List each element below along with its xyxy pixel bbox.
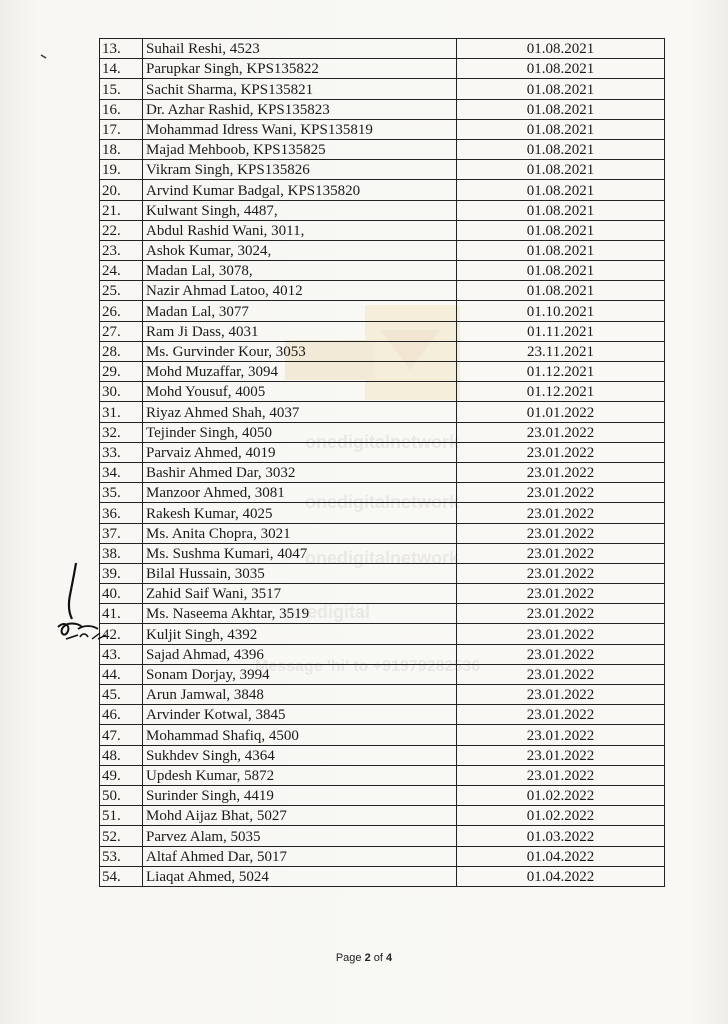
row-name-id: Dr. Azhar Rashid, KPS135823 [143, 99, 457, 119]
row-date: 23.01.2022 [457, 442, 665, 462]
row-name-id: Altaf Ahmed Dar, 5017 [143, 846, 457, 866]
table-row [100, 483, 665, 503]
table-row [100, 705, 665, 725]
row-name-id: Mohammad Idress Wani, KPS135819 [143, 119, 457, 139]
row-date: 01.08.2021 [457, 39, 665, 59]
table-row [100, 240, 665, 260]
table-body [100, 39, 665, 887]
row-date: 01.08.2021 [457, 99, 665, 119]
row-name-id: Vikram Singh, KPS135826 [143, 160, 457, 180]
stray-pen-mark-icon [40, 54, 48, 60]
row-name-id: Mohammad Shafiq, 4500 [143, 725, 457, 745]
page-label: Page [335, 952, 362, 964]
row-number: 37. [100, 523, 143, 543]
row-name-id: Tejinder Singh, 4050 [143, 422, 457, 442]
row-number: 17. [100, 119, 143, 139]
row-number: 28. [100, 341, 143, 361]
row-name-id: Arvind Kumar Badgal, KPS135820 [143, 180, 457, 200]
row-number: 48. [100, 745, 143, 765]
row-number: 52. [100, 826, 143, 846]
row-number: 18. [100, 139, 143, 159]
page-current-number: 2 [364, 952, 371, 964]
row-date: 01.08.2021 [457, 180, 665, 200]
row-date: 23.01.2022 [457, 462, 665, 482]
row-name-id: Kuljit Singh, 4392 [143, 624, 457, 644]
row-name-id: Updesh Kumar, 5872 [143, 765, 457, 785]
row-date: 23.01.2022 [457, 523, 665, 543]
row-name-id: Madan Lal, 3077 [143, 301, 457, 321]
table-row [100, 99, 665, 119]
page-of-label: of [373, 952, 383, 964]
row-name-id: Mohd Yousuf, 4005 [143, 382, 457, 402]
row-number: 42. [100, 624, 143, 644]
table-row [100, 321, 665, 341]
table-row [100, 180, 665, 200]
table-row [100, 523, 665, 543]
row-date: 01.08.2021 [457, 240, 665, 260]
row-name-id: Rakesh Kumar, 4025 [143, 503, 457, 523]
row-date: 23.01.2022 [457, 664, 665, 684]
row-number: 24. [100, 261, 143, 281]
row-number: 54. [100, 866, 143, 886]
row-date: 23.01.2022 [457, 584, 665, 604]
row-date: 23.01.2022 [457, 422, 665, 442]
row-date: 01.03.2022 [457, 826, 665, 846]
row-date: 23.01.2022 [457, 644, 665, 664]
table-row [100, 806, 665, 826]
row-date: 01.01.2022 [457, 402, 665, 422]
row-date: 01.08.2021 [457, 79, 665, 99]
table-row [100, 462, 665, 482]
table-row [100, 341, 665, 361]
row-number: 32. [100, 422, 143, 442]
row-date: 01.12.2021 [457, 362, 665, 382]
row-name-id: Majad Mehboob, KPS135825 [143, 139, 457, 159]
row-name-id: Arvinder Kotwal, 3845 [143, 705, 457, 725]
row-date: 23.01.2022 [457, 685, 665, 705]
row-name-id: Parupkar Singh, KPS135822 [143, 59, 457, 79]
row-date: 01.04.2022 [457, 846, 665, 866]
row-date: 01.08.2021 [457, 160, 665, 180]
row-date: 01.08.2021 [457, 59, 665, 79]
row-date: 01.02.2022 [457, 785, 665, 805]
row-number: 31. [100, 402, 143, 422]
row-number: 51. [100, 806, 143, 826]
row-number: 26. [100, 301, 143, 321]
row-number: 29. [100, 362, 143, 382]
row-number: 49. [100, 765, 143, 785]
table-row [100, 39, 665, 59]
employee-list-table [99, 38, 665, 887]
row-name-id: Mohd Aijaz Bhat, 5027 [143, 806, 457, 826]
row-number: 23. [100, 240, 143, 260]
row-number: 39. [100, 563, 143, 583]
table-row [100, 866, 665, 886]
row-name-id: Parvaiz Ahmed, 4019 [143, 442, 457, 462]
table-row [100, 644, 665, 664]
row-name-id: Mohd Muzaffar, 3094 [143, 362, 457, 382]
row-number: 45. [100, 685, 143, 705]
row-number: 14. [100, 59, 143, 79]
row-number: 20. [100, 180, 143, 200]
row-number: 41. [100, 604, 143, 624]
row-date: 23.01.2022 [457, 483, 665, 503]
row-name-id: Ms. Sushma Kumari, 4047 [143, 543, 457, 563]
row-date: 01.08.2021 [457, 139, 665, 159]
row-name-id: Abdul Rashid Wani, 3011, [143, 220, 457, 240]
table-row [100, 584, 665, 604]
row-date: 01.12.2021 [457, 382, 665, 402]
row-number: 13. [100, 39, 143, 59]
table-row [100, 301, 665, 321]
table-row [100, 281, 665, 301]
row-name-id: Suhail Reshi, 4523 [143, 39, 457, 59]
row-number: 33. [100, 442, 143, 462]
row-name-id: Parvez Alam, 5035 [143, 826, 457, 846]
row-date: 23.01.2022 [457, 543, 665, 563]
table-row [100, 846, 665, 866]
row-name-id: Ms. Gurvinder Kour, 3053 [143, 341, 457, 361]
row-date: 23.01.2022 [457, 765, 665, 785]
row-number: 44. [100, 664, 143, 684]
table-row [100, 422, 665, 442]
table-row [100, 745, 665, 765]
table-row [100, 685, 665, 705]
row-name-id: Arun Jamwal, 3848 [143, 685, 457, 705]
row-number: 40. [100, 584, 143, 604]
row-date: 01.04.2022 [457, 866, 665, 886]
row-name-id: Sonam Dorjay, 3994 [143, 664, 457, 684]
row-number: 43. [100, 644, 143, 664]
row-date: 23.11.2021 [457, 341, 665, 361]
row-number: 27. [100, 321, 143, 341]
table-row [100, 604, 665, 624]
row-number: 25. [100, 281, 143, 301]
row-name-id: Ms. Anita Chopra, 3021 [143, 523, 457, 543]
row-date: 01.08.2021 [457, 200, 665, 220]
row-name-id: Ram Ji Dass, 4031 [143, 321, 457, 341]
row-name-id: Ashok Kumar, 3024, [143, 240, 457, 260]
row-number: 50. [100, 785, 143, 805]
table-row [100, 402, 665, 422]
row-number: 35. [100, 483, 143, 503]
table-row [100, 765, 665, 785]
table-row [100, 442, 665, 462]
table-row [100, 382, 665, 402]
table-row [100, 160, 665, 180]
table-row [100, 563, 665, 583]
row-name-id: Kulwant Singh, 4487, [143, 200, 457, 220]
row-number: 30. [100, 382, 143, 402]
row-number: 16. [100, 99, 143, 119]
table-row [100, 543, 665, 563]
row-date: 23.01.2022 [457, 725, 665, 745]
row-date: 23.01.2022 [457, 624, 665, 644]
row-date: 01.02.2022 [457, 806, 665, 826]
page-footer [0, 952, 728, 964]
row-number: 36. [100, 503, 143, 523]
row-name-id: Sachit Sharma, KPS135821 [143, 79, 457, 99]
table-row [100, 261, 665, 281]
table-row [100, 139, 665, 159]
row-name-id: Liaqat Ahmed, 5024 [143, 866, 457, 886]
row-date: 23.01.2022 [457, 705, 665, 725]
row-date: 23.01.2022 [457, 604, 665, 624]
table-row [100, 59, 665, 79]
row-name-id: Riyaz Ahmed Shah, 4037 [143, 402, 457, 422]
row-date: 01.10.2021 [457, 301, 665, 321]
table-row [100, 79, 665, 99]
row-date: 01.08.2021 [457, 220, 665, 240]
row-number: 53. [100, 846, 143, 866]
row-number: 15. [100, 79, 143, 99]
table-row [100, 725, 665, 745]
row-date: 01.08.2021 [457, 281, 665, 301]
row-name-id: Bashir Ahmed Dar, 3032 [143, 462, 457, 482]
row-number: 38. [100, 543, 143, 563]
row-name-id: Nazir Ahmad Latoo, 4012 [143, 281, 457, 301]
row-date: 01.08.2021 [457, 119, 665, 139]
row-name-id: Manzoor Ahmed, 3081 [143, 483, 457, 503]
row-date: 23.01.2022 [457, 503, 665, 523]
table-row [100, 826, 665, 846]
row-number: 34. [100, 462, 143, 482]
row-name-id: Ms. Naseema Akhtar, 3519 [143, 604, 457, 624]
table-row [100, 362, 665, 382]
row-name-id: Sukhdev Singh, 4364 [143, 745, 457, 765]
row-number: 46. [100, 705, 143, 725]
row-name-id: Zahid Saif Wani, 3517 [143, 584, 457, 604]
row-date: 01.11.2021 [457, 321, 665, 341]
row-name-id: Bilal Hussain, 3035 [143, 563, 457, 583]
table-row [100, 664, 665, 684]
row-name-id: Surinder Singh, 4419 [143, 785, 457, 805]
handwritten-signature-icon [48, 555, 118, 645]
row-number: 47. [100, 725, 143, 745]
table-row [100, 785, 665, 805]
table-row [100, 119, 665, 139]
row-number: 22. [100, 220, 143, 240]
row-name-id: Madan Lal, 3078, [143, 261, 457, 281]
row-name-id: Sajad Ahmad, 4396 [143, 644, 457, 664]
table-row [100, 624, 665, 644]
row-number: 19. [100, 160, 143, 180]
row-date: 01.08.2021 [457, 261, 665, 281]
row-date: 23.01.2022 [457, 563, 665, 583]
page-total-number: 4 [386, 952, 393, 964]
table-row [100, 503, 665, 523]
row-date: 23.01.2022 [457, 745, 665, 765]
table-row [100, 220, 665, 240]
table-row [100, 200, 665, 220]
row-number: 21. [100, 200, 143, 220]
